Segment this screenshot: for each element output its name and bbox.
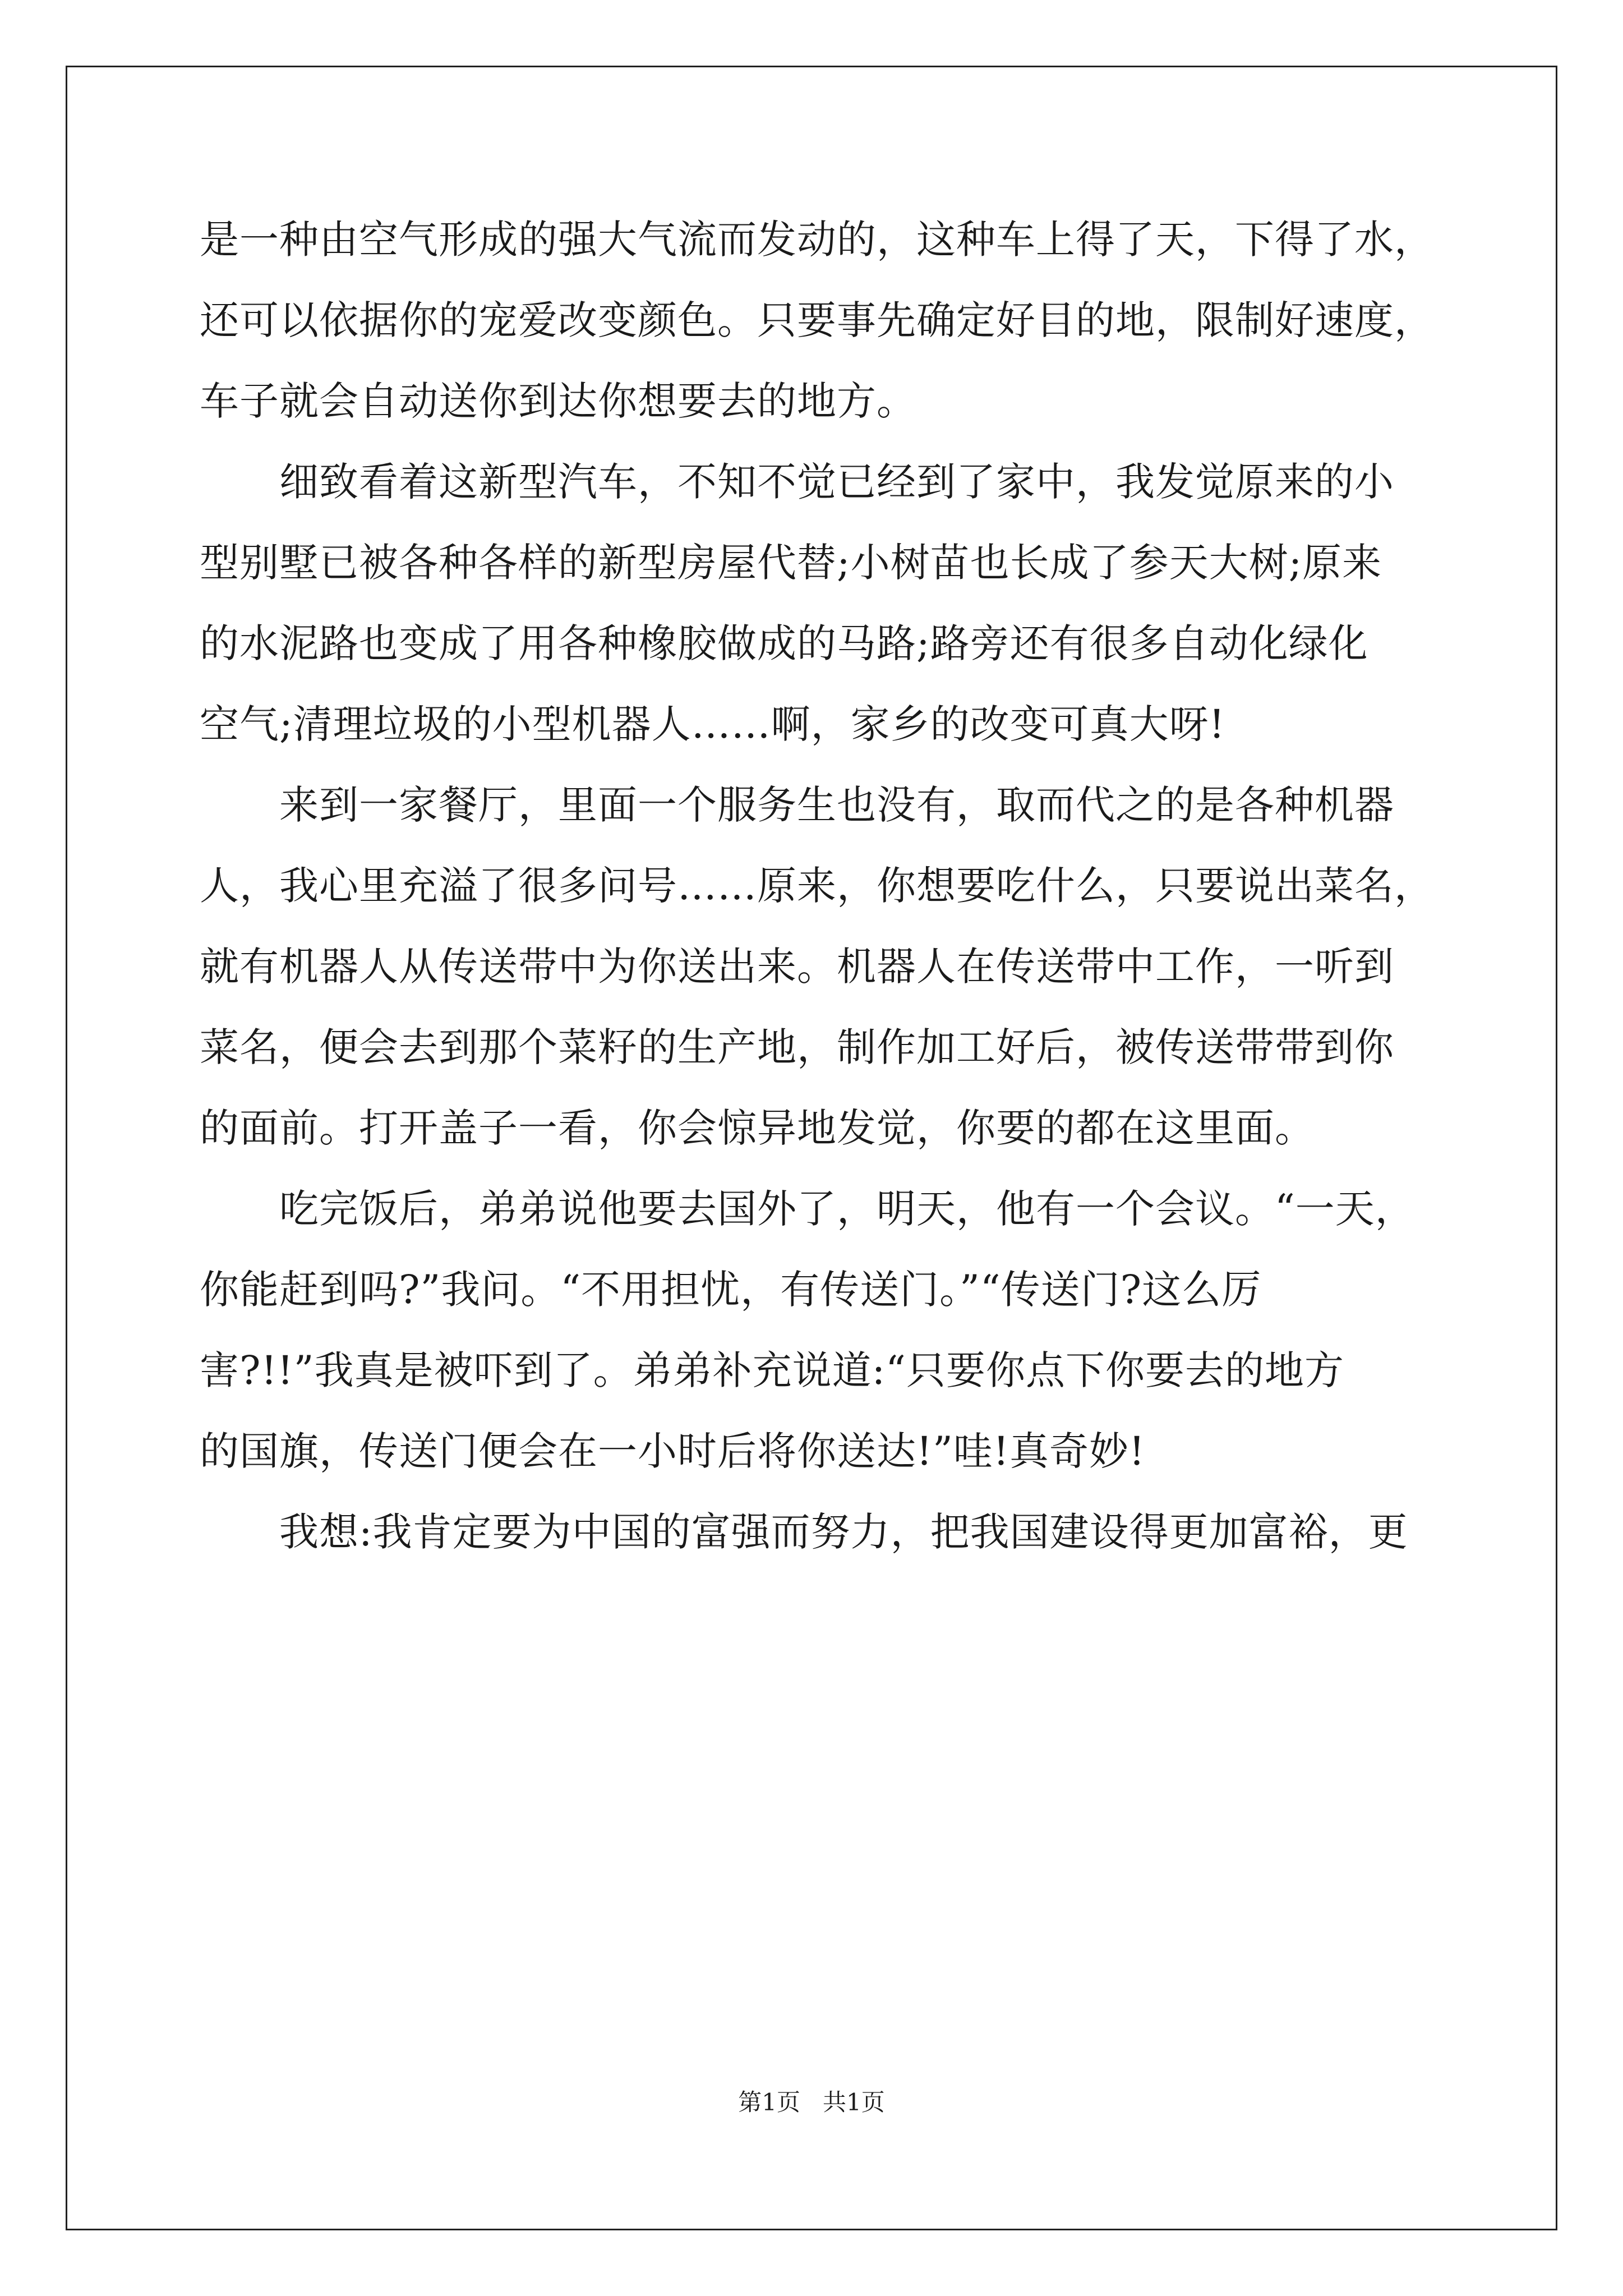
text-line: 是一种由空气形成的强大气流而发动的，这种车上得了天，下得了水， <box>200 217 1434 263</box>
text-line: 我想:我肯定要为中国的富强而努力，把我国建设得更加富裕，更 <box>200 1509 1408 1555</box>
page-footer <box>0 2086 1623 2119</box>
text-line: 的面前。打开盖子一看，你会惊异地发觉，你要的都在这里面。 <box>200 1105 1315 1151</box>
text-line: 还可以依据你的宠爱改变颜色。只要事先确定好目的地，限制好速度， <box>200 297 1434 343</box>
text-line: 车子就会自动送你到达你想要去的地方。 <box>200 378 916 424</box>
text-line: 来到一家餐厅，里面一个服务生也没有，取而代之的是各种机器 <box>200 782 1394 828</box>
text-line: 型别墅已被各种各样的新型房屋代替;小树苗也长成了参天大树;原来 <box>200 540 1382 586</box>
text-line: 菜名，便会去到那个菜籽的生产地，制作加工好后，被传送带带到你 <box>200 1024 1394 1070</box>
document-body <box>200 199 1433 1572</box>
page-total: 共1页 <box>823 2088 885 2116</box>
text-line: 你能赶到吗?”我问。“不用担忧，有传送门。”“传送门?这么厉 <box>200 1267 1262 1313</box>
text-line: 吃完饭后，弟弟说他要去国外了，明天，他有一个会议。“一天， <box>200 1186 1415 1232</box>
text-line: 人，我心里充溢了很多问号……原来，你想要吃什么，只要说出菜名， <box>200 863 1434 909</box>
text-line: 的国旗，传送门便会在一小时后将你送达!”哇!真奇妙! <box>200 1428 1146 1474</box>
text-line: 细致看着这新型汽车，不知不觉已经到了家中，我发觉原来的小 <box>200 459 1394 505</box>
text-line: 害?!!”我真是被吓到了。弟弟补充说道:“只要你点下你要去的地方 <box>200 1347 1344 1393</box>
text-line: 空气;清理垃圾的小型机器人……啊，家乡的改变可真大呀! <box>200 701 1225 747</box>
text-line: 就有机器人从传送带中为你送出来。机器人在传送带中工作，一听到 <box>200 944 1394 990</box>
text-line: 的水泥路也变成了用各种橡胶做成的马路;路旁还有很多自动化绿化 <box>200 620 1368 666</box>
page-number: 第1页 <box>738 2088 800 2116</box>
